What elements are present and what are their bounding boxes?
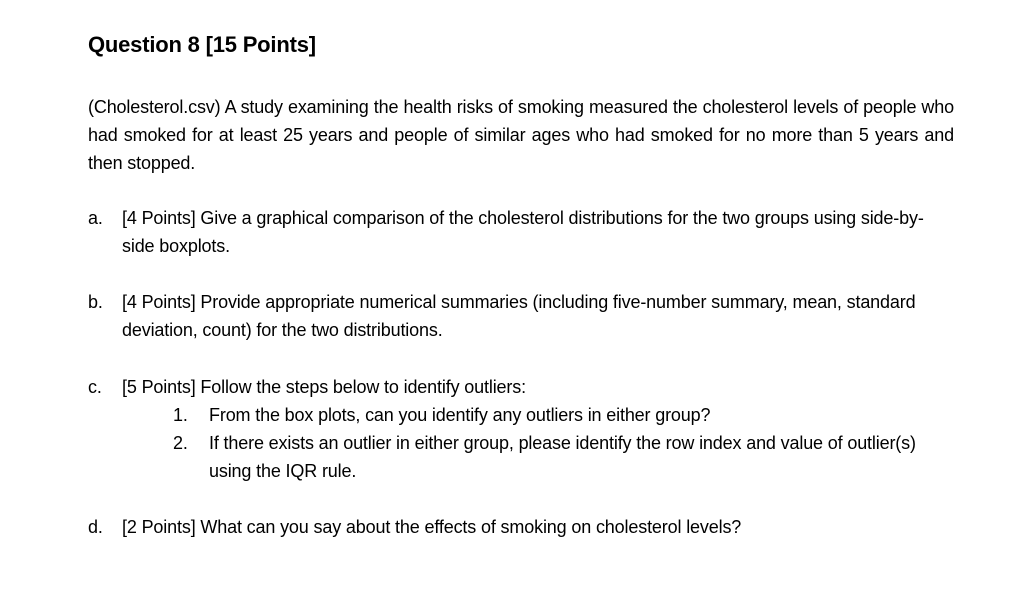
part-d-text: [2 Points] What can you say about the effects of smoking on cholesterol levels?: [122, 517, 742, 537]
part-c: [88, 373, 948, 401]
part-b: [88, 288, 948, 344]
part-a-marker: a.: [88, 208, 103, 228]
question-title: Question 8 [15 Points]: [88, 32, 316, 57]
part-b-text: [4 Points] Provide appropriate numerical summaries (including five-number summary, mean, standard deviation, count) for the two distributions.: [122, 292, 916, 340]
question-intro: (Cholesterol.csv) A study examining the health risks of smoking measured the cholesterol levels of people who had smoked for at least 25 years and people of similar ages who had smoked for no more than 5 years and then stopped.: [88, 97, 954, 173]
part-c-text: [5 Points] Follow the steps below to identify outliers:: [122, 377, 526, 397]
step-text: If there exists an outlier in either group, please identify the row index and value of outlier(s) using the IQR rule.: [209, 433, 916, 481]
part-c-marker: c.: [88, 377, 102, 397]
part-c-steps: [173, 401, 933, 485]
part-a: [88, 204, 948, 260]
part-d: [88, 513, 948, 541]
step-number: 1.: [173, 405, 188, 425]
part-a-text: [4 Points] Give a graphical comparison of the cholesterol distributions for the two groups using side-by-side boxplots.: [122, 208, 924, 256]
step-number: 2.: [173, 433, 188, 453]
part-b-marker: b.: [88, 292, 103, 312]
part-d-marker: d.: [88, 517, 103, 537]
step-text: From the box plots, can you identify any outliers in either group?: [209, 405, 711, 425]
part-c-step: [173, 429, 933, 485]
part-c-step: [173, 401, 933, 429]
